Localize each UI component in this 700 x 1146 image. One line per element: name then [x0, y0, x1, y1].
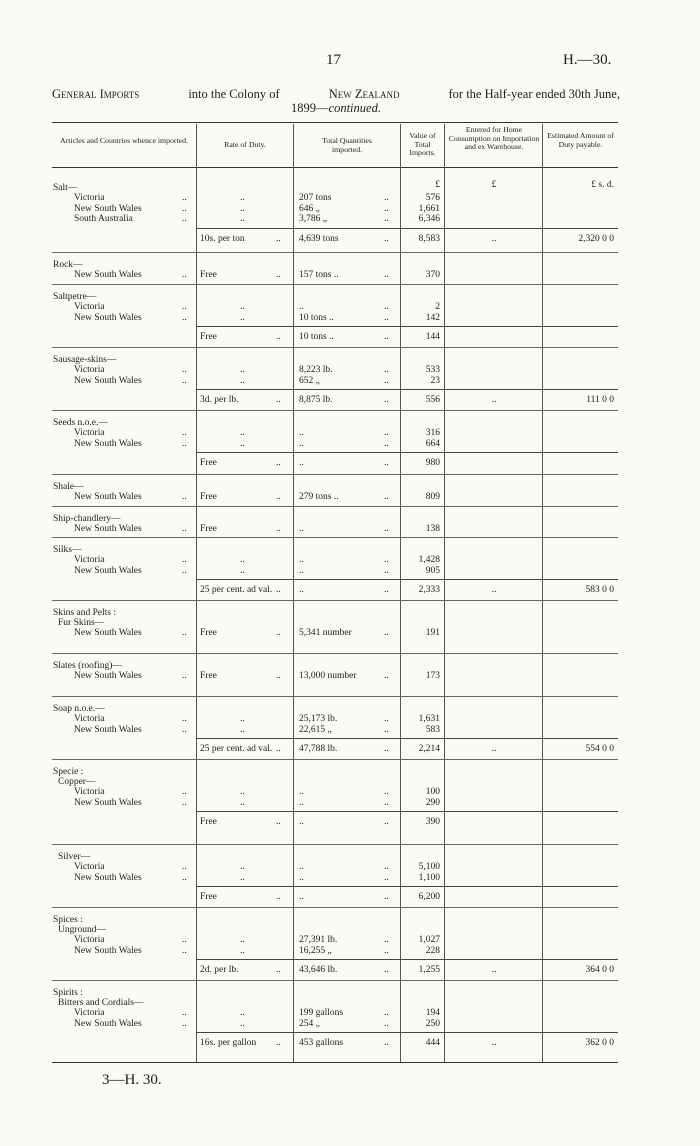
leader-dots: .. — [384, 458, 389, 468]
section-separator — [52, 537, 618, 538]
currency-symbol: £ — [435, 180, 440, 190]
total-quantity: 47,788 lb. — [299, 744, 338, 754]
home-consumption: .. — [491, 744, 497, 754]
leader-dots: .. — [182, 872, 187, 883]
leader-dots: .. — [240, 797, 245, 808]
column-divider — [293, 124, 294, 1062]
estimated-duty: 554 0 0 — [585, 744, 614, 754]
value: 533 — [425, 365, 440, 375]
leader-dots: .. — [384, 628, 389, 638]
quantity: 3,786 „ — [299, 214, 327, 224]
leader-dots: .. — [384, 233, 389, 244]
country-name: Victoria — [74, 787, 105, 797]
total-quantity: 10 tons .. — [299, 332, 334, 342]
country-name: New South Wales — [74, 524, 142, 534]
quantity: .. — [299, 862, 304, 872]
quantity: 199 gallons — [299, 1008, 344, 1018]
total-quantity: 43,646 lb. — [299, 965, 338, 975]
leader-dots: .. — [182, 945, 187, 956]
title-mid2: for the Half-year ended 30th June, — [448, 87, 620, 101]
leader-dots: .. — [240, 214, 245, 224]
section-separator — [52, 284, 618, 285]
home-consumption: .. — [491, 233, 497, 244]
leader-dots: .. — [384, 555, 389, 565]
column-header-value: Value of Total Imports. — [409, 131, 436, 157]
value: 173 — [425, 671, 440, 681]
leader-dots: .. — [182, 671, 187, 681]
value: 583 — [425, 724, 440, 735]
leader-dots: .. — [384, 935, 389, 945]
leader-dots: .. — [384, 332, 389, 342]
leader-dots: .. — [182, 312, 187, 323]
leader-dots: .. — [182, 724, 187, 735]
leader-dots: .. — [384, 817, 389, 827]
leader-dots: .. — [384, 302, 389, 312]
quantity: 10 tons .. — [299, 312, 334, 323]
total-quantity: .. — [299, 458, 304, 468]
total-value: 444 — [425, 1038, 440, 1048]
leader-dots: .. — [182, 270, 187, 280]
article-name: Specie : — [53, 767, 84, 777]
section-separator — [52, 653, 618, 654]
value: 290 — [425, 797, 440, 808]
quantity: 16,255 „ — [299, 945, 332, 956]
country-name: South Australia — [74, 214, 133, 224]
country-name: Victoria — [74, 193, 105, 203]
country-name: New South Wales — [74, 438, 142, 449]
leader-dots: .. — [276, 965, 281, 975]
estimated-duty: 2,320 0 0 — [578, 233, 614, 244]
country-name: New South Wales — [74, 797, 142, 808]
value: 576 — [425, 193, 440, 203]
leader-dots: .. — [276, 524, 281, 534]
country-name: New South Wales — [74, 270, 142, 280]
column-header-home-consumption: Entered for Home Consumption on Importation and ex Warehouse. — [448, 125, 540, 151]
section-separator — [52, 696, 618, 697]
leader-dots: .. — [384, 524, 389, 534]
country-name: New South Wales — [74, 945, 142, 956]
total-value: 390 — [425, 817, 440, 827]
article-name: Soap n.o.e.— — [53, 704, 105, 714]
country-name: New South Wales — [74, 492, 142, 502]
column-divider — [400, 124, 401, 1062]
leader-dots: .. — [276, 817, 281, 827]
total-value: 980 — [425, 458, 440, 468]
total-quantity: .. — [299, 585, 304, 595]
leader-dots: .. — [240, 438, 245, 449]
country-name: New South Wales — [74, 671, 142, 681]
leader-dots: .. — [384, 671, 389, 681]
value: 250 — [425, 1018, 440, 1029]
leader-dots: .. — [276, 744, 281, 754]
country-name: New South Wales — [74, 565, 142, 576]
column-header-quantities: Total Quantities imported. — [322, 136, 372, 154]
leader-dots: .. — [240, 714, 245, 724]
leader-dots: .. — [276, 585, 281, 595]
leader-dots: .. — [182, 214, 187, 224]
country-name: Victoria — [74, 935, 105, 945]
leader-dots: .. — [384, 892, 389, 902]
rate-of-duty: Free — [200, 332, 217, 342]
leader-dots: .. — [384, 585, 389, 595]
subtotal-rule — [196, 228, 618, 229]
subtotal-rule — [196, 738, 618, 739]
rate-of-duty: Free — [200, 892, 217, 902]
rate-of-duty: Free — [200, 671, 217, 681]
quantity: .. — [299, 787, 304, 797]
total-value: 2,333 — [418, 585, 440, 595]
leader-dots: .. — [182, 787, 187, 797]
estimated-duty: 111 0 0 — [586, 395, 614, 405]
page-number: 17 — [326, 52, 341, 68]
estimated-duty: 364 0 0 — [585, 965, 614, 975]
leader-dots: .. — [384, 438, 389, 449]
leader-dots: .. — [384, 1018, 389, 1029]
leader-dots: .. — [240, 193, 245, 203]
country-name: New South Wales — [74, 628, 142, 638]
country-name: Victoria — [74, 302, 105, 312]
leader-dots: .. — [240, 375, 245, 386]
leader-dots: .. — [276, 233, 281, 244]
section-separator — [52, 759, 618, 760]
value: 142 — [425, 312, 440, 323]
leader-dots: .. — [384, 1038, 389, 1048]
leader-dots: .. — [384, 395, 389, 405]
total-value: 144 — [425, 332, 440, 342]
leader-dots: .. — [384, 492, 389, 502]
article-name: Seeds n.o.e.— — [53, 418, 108, 428]
leader-dots: .. — [384, 744, 389, 754]
rate-of-duty: Free — [200, 270, 217, 280]
leader-dots: .. — [384, 375, 389, 386]
article-subname: Silver— — [58, 852, 91, 862]
section-separator — [52, 410, 618, 411]
rate-of-duty: 25 per cent. ad val. — [200, 744, 273, 754]
leader-dots: .. — [384, 714, 389, 724]
rate-of-duty: 3d. per lb. — [200, 395, 239, 405]
country-name: New South Wales — [74, 724, 142, 735]
quantity: .. — [299, 797, 304, 808]
country-name: New South Wales — [74, 1018, 142, 1029]
leader-dots: .. — [276, 458, 281, 468]
leader-dots: .. — [384, 270, 389, 280]
article-subname: Copper— — [58, 777, 96, 787]
country-name: New South Wales — [74, 203, 142, 214]
leader-dots: .. — [182, 203, 187, 214]
value: 138 — [425, 524, 440, 534]
leader-dots: .. — [182, 565, 187, 576]
value: 2 — [435, 302, 440, 312]
home-consumption: .. — [491, 965, 497, 975]
rate-of-duty: Free — [200, 628, 217, 638]
leader-dots: .. — [182, 524, 187, 534]
quantity: 8,223 lb. — [299, 365, 333, 375]
value: 228 — [425, 945, 440, 956]
currency-symbol: £ s. d. — [591, 180, 614, 190]
value: 5,100 — [418, 862, 440, 872]
leader-dots: .. — [182, 935, 187, 945]
leader-dots: .. — [240, 862, 245, 872]
home-consumption: .. — [491, 395, 497, 405]
quantity: 13,000 number — [299, 671, 357, 681]
article-name: Slates (roofing)— — [53, 661, 122, 671]
rate-of-duty: Free — [200, 458, 217, 468]
column-divider — [196, 124, 197, 1062]
section-separator — [52, 600, 618, 601]
country-name: Victoria — [74, 714, 105, 724]
country-name: Victoria — [74, 1008, 105, 1018]
value: 1,631 — [418, 714, 440, 724]
leader-dots: .. — [384, 193, 389, 203]
leader-dots: .. — [384, 203, 389, 214]
total-quantity: 4,639 tons — [299, 233, 339, 244]
leader-dots: .. — [384, 787, 389, 797]
value: 316 — [425, 428, 440, 438]
rate-of-duty: 16s. per gallon — [200, 1038, 257, 1048]
leader-dots: .. — [182, 438, 187, 449]
leader-dots: .. — [182, 428, 187, 438]
rate-of-duty: Free — [200, 492, 217, 502]
article-subname: Unground— — [58, 925, 107, 935]
title-lead: General Imports — [52, 87, 140, 101]
quantity: 22,615 „ — [299, 724, 332, 735]
leader-dots: .. — [240, 312, 245, 323]
quantity: .. — [299, 438, 304, 449]
leader-dots: .. — [276, 492, 281, 502]
leader-dots: .. — [276, 671, 281, 681]
article-name: Saltpetre— — [53, 292, 97, 302]
article-name: Salt— — [53, 183, 78, 193]
leader-dots: .. — [182, 628, 187, 638]
table-bottom-rule — [52, 1062, 618, 1063]
article-name: Sausage-skins— — [53, 355, 117, 365]
article-name: Shale— — [53, 482, 84, 492]
leader-dots: .. — [276, 892, 281, 902]
rate-of-duty: 10s. per ton — [200, 233, 245, 244]
leader-dots: .. — [384, 312, 389, 323]
section-separator — [52, 474, 618, 475]
leader-dots: .. — [240, 872, 245, 883]
leader-dots: .. — [384, 965, 389, 975]
leader-dots: .. — [384, 1008, 389, 1018]
country-name: Victoria — [74, 862, 105, 872]
total-value: 1,255 — [418, 965, 440, 975]
leader-dots: .. — [276, 628, 281, 638]
total-value: 6,200 — [418, 892, 440, 902]
article-subname: Fur Skins— — [58, 618, 105, 628]
article-subname: Bitters and Cordials— — [58, 998, 144, 1008]
leader-dots: .. — [240, 945, 245, 956]
table-title — [52, 87, 620, 115]
title-year: 1899— — [291, 101, 329, 115]
country-name: New South Wales — [74, 872, 142, 883]
leader-dots: .. — [240, 302, 245, 312]
quantity: 5,341 number — [299, 628, 352, 638]
leader-dots: .. — [384, 565, 389, 576]
leader-dots: .. — [384, 428, 389, 438]
leader-dots: .. — [384, 365, 389, 375]
total-value: 556 — [425, 395, 440, 405]
subtotal-rule — [196, 326, 618, 327]
column-divider — [542, 124, 543, 1062]
section-separator — [52, 506, 618, 507]
leader-dots: .. — [182, 193, 187, 203]
value: 23 — [430, 375, 440, 386]
currency-symbol: £ — [491, 180, 497, 190]
quantity: 207 tons — [299, 193, 332, 203]
leader-dots: .. — [240, 428, 245, 438]
article-name: Silks— — [53, 545, 82, 555]
quantity: 279 tons .. — [299, 492, 339, 502]
leader-dots: .. — [240, 555, 245, 565]
rate-of-duty: Free — [200, 524, 217, 534]
title-colony: New Zealand — [328, 87, 400, 101]
value: 1,661 — [418, 203, 440, 214]
leader-dots: .. — [240, 365, 245, 375]
section-separator — [52, 252, 618, 253]
article-name: Spirits : — [53, 988, 83, 998]
leader-dots: .. — [182, 1008, 187, 1018]
leader-dots: .. — [384, 797, 389, 808]
total-quantity: .. — [299, 892, 304, 902]
total-quantity: .. — [299, 817, 304, 827]
subtotal-rule — [196, 389, 618, 390]
leader-dots: .. — [384, 724, 389, 735]
quantity: 157 tons .. — [299, 270, 339, 280]
quantity: .. — [299, 524, 304, 534]
leader-dots: .. — [384, 862, 389, 872]
leader-dots: .. — [240, 787, 245, 797]
leader-dots: .. — [384, 945, 389, 956]
rate-of-duty: 25 per cent. ad val. — [200, 585, 273, 595]
subtotal-rule — [196, 886, 618, 887]
leader-dots: .. — [240, 1008, 245, 1018]
country-name: New South Wales — [74, 312, 142, 323]
column-header-estimated-duty: Estimated Amount of Duty payable. — [547, 131, 614, 149]
leader-dots: .. — [182, 365, 187, 375]
country-name: New South Wales — [74, 375, 142, 386]
quantity: .. — [299, 872, 304, 883]
subtotal-rule — [196, 452, 618, 453]
total-quantity: 8,875 lb. — [299, 395, 333, 405]
leader-dots: .. — [276, 270, 281, 280]
quantity: 652 „ — [299, 375, 320, 386]
quantity: .. — [299, 302, 304, 312]
value: 6,346 — [418, 214, 440, 224]
section-separator — [52, 907, 618, 908]
value: 1,100 — [418, 872, 440, 883]
quantity: .. — [299, 428, 304, 438]
leader-dots: .. — [276, 1038, 281, 1048]
value: 905 — [425, 565, 440, 576]
leader-dots: .. — [240, 203, 245, 214]
leader-dots: .. — [240, 1018, 245, 1029]
column-header-rate: Rate of Duty. — [224, 140, 266, 149]
value: 370 — [425, 270, 440, 280]
document-reference: H.—30. — [563, 52, 612, 68]
footer-reference: 3—H. 30. — [102, 1072, 162, 1088]
quantity: .. — [299, 565, 304, 576]
article-name: Spices : — [53, 915, 83, 925]
section-separator — [52, 347, 618, 348]
section-separator — [52, 844, 618, 845]
leader-dots: .. — [182, 862, 187, 872]
leader-dots: .. — [182, 1018, 187, 1029]
country-name: Victoria — [74, 555, 105, 565]
leader-dots: .. — [182, 375, 187, 386]
leader-dots: .. — [240, 565, 245, 576]
leader-dots: .. — [240, 935, 245, 945]
value: 100 — [425, 787, 440, 797]
home-consumption: .. — [491, 1038, 497, 1048]
column-divider — [444, 124, 445, 1062]
quantity: 27,391 lb. — [299, 935, 338, 945]
subtotal-rule — [196, 959, 618, 960]
leader-dots: .. — [240, 724, 245, 735]
section-separator — [52, 980, 618, 981]
subtotal-rule — [196, 811, 618, 812]
leader-dots: .. — [182, 492, 187, 502]
column-header-articles: Articles and Countries whence imported. — [60, 136, 188, 145]
subtotal-rule — [196, 579, 618, 580]
leader-dots: .. — [182, 302, 187, 312]
total-quantity: 453 gallons — [299, 1038, 344, 1048]
table-top-rule — [52, 122, 618, 123]
total-value: 2,214 — [418, 744, 440, 754]
value: 1,027 — [418, 935, 440, 945]
leader-dots: .. — [276, 332, 281, 342]
article-name: Skins and Pelts : — [53, 608, 117, 618]
total-value: 8,583 — [418, 233, 440, 244]
value: 809 — [425, 492, 440, 502]
leader-dots: .. — [182, 714, 187, 724]
quantity: .. — [299, 555, 304, 565]
leader-dots: .. — [276, 395, 281, 405]
subtotal-rule — [196, 1032, 618, 1033]
home-consumption: .. — [491, 585, 497, 595]
estimated-duty: 362 0 0 — [585, 1038, 614, 1048]
rate-of-duty: Free — [200, 817, 217, 827]
value: 194 — [425, 1008, 440, 1018]
article-name: Rock— — [53, 260, 83, 270]
header-bottom-rule — [52, 167, 618, 168]
article-name: Ship-chandlery— — [53, 514, 121, 524]
quantity: 25,173 lb. — [299, 714, 338, 724]
value: 1,428 — [418, 555, 440, 565]
title-continued: continued. — [328, 101, 381, 115]
leader-dots: .. — [384, 872, 389, 883]
rate-of-duty: 2d. per lb. — [200, 965, 239, 975]
quantity: 646 „ — [299, 203, 320, 214]
estimated-duty: 583 0 0 — [585, 585, 614, 595]
leader-dots: .. — [182, 797, 187, 808]
title-mid1: into the Colony of — [188, 87, 280, 101]
country-name: Victoria — [74, 428, 105, 438]
value: 664 — [425, 438, 440, 449]
leader-dots: .. — [182, 555, 187, 565]
quantity: 254 „ — [299, 1018, 320, 1029]
leader-dots: .. — [384, 214, 389, 224]
country-name: Victoria — [74, 365, 105, 375]
value: 191 — [425, 628, 440, 638]
